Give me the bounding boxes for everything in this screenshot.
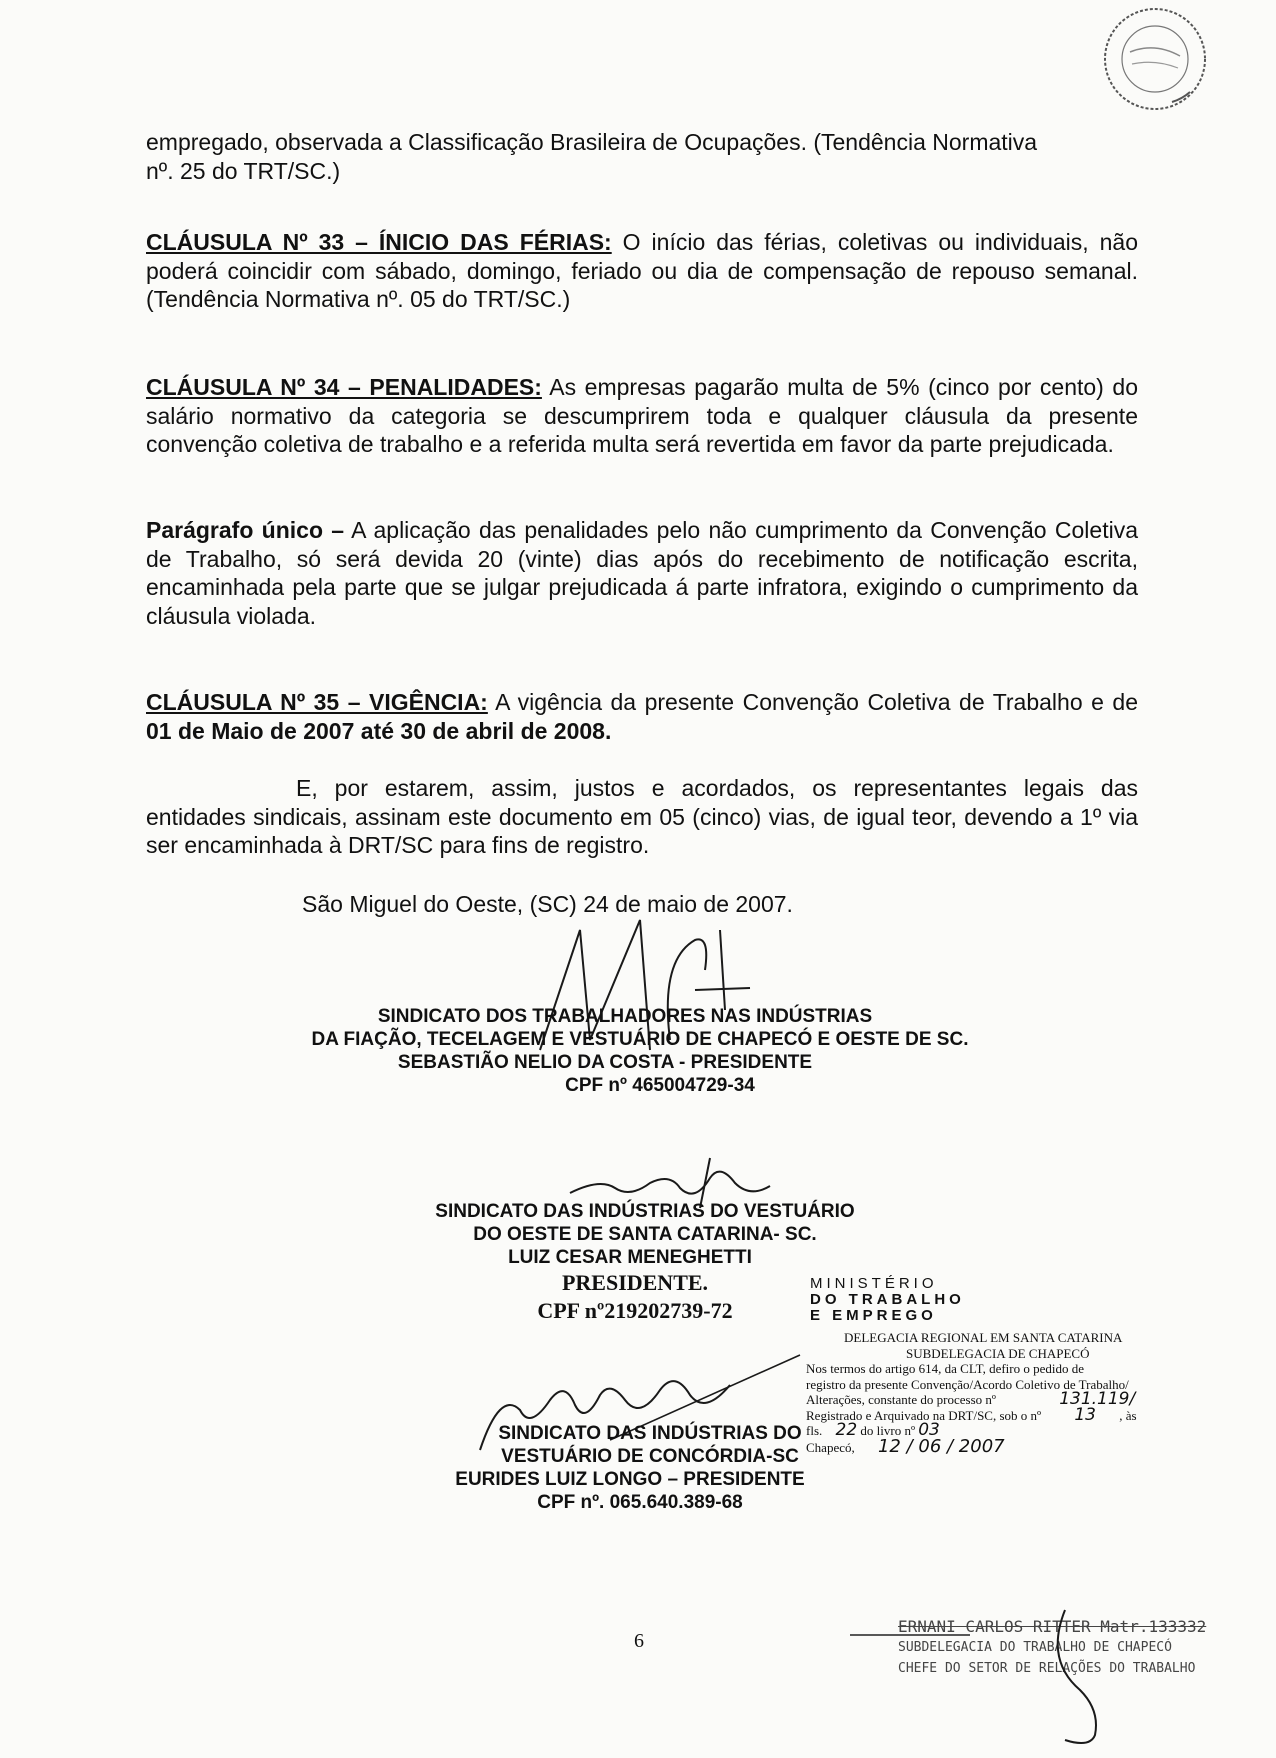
registry-number: 13 [1074,1404,1096,1425]
registration-stamp-line-4: registro da presente Convenção/Acordo Coletivo de Trabalho/ [806,1376,1129,1392]
book-number: 03 [918,1420,940,1440]
continuation-paragraph [146,128,1138,185]
signatory-1-block [200,1005,1080,1097]
process-label: Alterações, constante do processo nº [806,1392,996,1407]
closing-paragraph [146,774,1138,860]
ministry-stamp [810,1276,965,1324]
page-number: 6 [634,1630,644,1652]
book-label: do livro nº [860,1423,915,1438]
clause-34 [146,373,1138,459]
signatory-2-role: PRESIDENTE. [561,1270,709,1295]
signatory-2-org-line-1: SINDICATO DAS INDÚSTRIAS DO VESTUÁRIO [435,1201,855,1222]
signatory-3-org-line-1: SINDICATO DAS INDÚSTRIAS DO [498,1423,802,1444]
registration-stamp-line-6 [806,1404,1236,1425]
officer-stamp-line-3: CHEFE DO SETOR DE RELAÇÕES DO TRABALHO [898,1661,1196,1676]
registration-date: 12 / 06 / 2007 [877,1435,1005,1457]
signatory-1-org-line-2: DA FIAÇÃO, TECELAGEM E VESTUÁRIO DE CHAPECÓ E OESTE DE SC. [311,1029,969,1050]
officer-stamp-line-1: ERNANI CARLOS RITTER Matr.133332 [898,1617,1207,1636]
clause-35-body: A vigência da presente Convenção Coletiva de Trabalho e de [487,689,1138,715]
registry-suffix: , às [1119,1407,1137,1423]
clause-33 [146,228,1138,314]
sole-paragraph-heading: Parágrafo único – [146,517,345,543]
registration-stamp-line-2: SUBDELEGACIA DE CHAPECÓ [906,1345,1090,1361]
sole-paragraph [146,516,1138,630]
process-number: 131.119/ [1059,1389,1136,1409]
pages-label: fls. [806,1423,823,1438]
ministry-stamp-line-3: E EMPREGO [810,1307,937,1324]
registry-label: Registrado e Arquivado na DRT/SC, sob o nº [806,1407,1042,1423]
clause-33-heading: CLÁUSULA Nº 33 – ÍNICIO DAS FÉRIAS: [146,229,612,255]
clause-33-body: O início das férias, coletivas ou individuais, não poderá coincidir com sábado, domingo, feriado ou dia de compensação de repouso semanal. (Tendência Normativa nº. 05 do TRT/SC.) [146,229,1139,312]
signatory-1-cpf: CPF nº 465004729-34 [565,1075,755,1096]
clause-34-body: As empresas pagarão multa de 5% (cinco por cento) do salário normativo da categoria se descumprirem toda e qualquer cláusula da presente convenção coletiva de trabalho e a referida multa será revertida em favor da parte prejudicada. [146,374,1138,457]
place-date: São Miguel do Oeste, (SC) 24 de maio de 2007. [302,891,793,917]
registration-stamp-line-5 [806,1389,1236,1409]
ministry-seal-icon [1090,4,1220,114]
signatory-3-cpf: CPF nº. 065.640.389-68 [537,1492,743,1513]
registration-stamp-line-3: Nos termos do artigo 614, da CLT, defiro o pedido de [806,1361,1085,1376]
registration-stamp [806,1330,1236,1455]
continuation-line-1: empregado, observada a Classificação Brasileira de Ocupações. (Tendência Normativa [146,129,1038,155]
signatory-1-name: SEBASTIÃO NELIO DA COSTA - PRESIDENTE [397,1052,813,1073]
pages-number: 22 [835,1420,858,1440]
signatory-1-org-line-1: SINDICATO DOS TRABALHADORES NAS INDÚSTRIAS [377,1006,873,1027]
registration-stamp-line-8 [806,1435,1236,1457]
registration-stamp-line-1: DELEGACIA REGIONAL EM SANTA CATARINA [844,1330,1123,1345]
sole-paragraph-body: A aplicação das penalidades pelo não cumprimento da Convenção Coletiva de Trabalho, só será devida 20 (vinte) dias após do recebimento de notificação escrita, encaminhada pela parte que se julgar prejudicada á parte infratora, exigindo o cumprimento da cláusula violada. [146,517,1138,629]
closing-text: E, por estarem, assim, justos e acordados, os representantes legais das entidades sindicais, assinam este documento em 05 (cinco) vias, de igual teor, devendo a 1º via ser encaminhada à DRT/SC para fins de registro. [146,775,1138,858]
signatory-3-block [455,1422,830,1514]
signatory-3-name: EURIDES LUIZ LONGO – PRESIDENTE [455,1469,805,1490]
continuation-line-2: nº. 25 do TRT/SC.) [146,157,341,184]
officer-stamp [898,1616,1206,1679]
registration-stamp-line-7 [806,1420,1236,1440]
signatory-2-cpf: CPF nº219202739-72 [537,1298,733,1323]
ministry-stamp-line-1: MINISTÉRIO [810,1275,938,1292]
signatory-2-org-line-2: DO OESTE DE SANTA CATARINA- SC. [473,1224,817,1245]
officer-stamp-line-2: SUBDELEGACIA DO TRABALHO DE CHAPECÓ [898,1640,1172,1655]
clause-35-heading: CLÁUSULA Nº 35 – VIGÊNCIA: [146,689,488,715]
city-date-label: Chapecó, [806,1439,855,1455]
clause-34-heading: CLÁUSULA Nº 34 – PENALIDADES: [146,374,542,400]
clause-35-dates: 01 de Maio de 2007 até 30 de abril de 2008. [146,717,612,744]
signatory-2-name: LUIZ CESAR MENEGHETTI [508,1247,752,1268]
signatory-3-org-line-2: VESTUÁRIO DE CONCÓRDIA-SC [501,1446,799,1467]
clause-35 [146,688,1138,745]
ministry-stamp-line-2: DO TRABALHO [810,1291,965,1308]
